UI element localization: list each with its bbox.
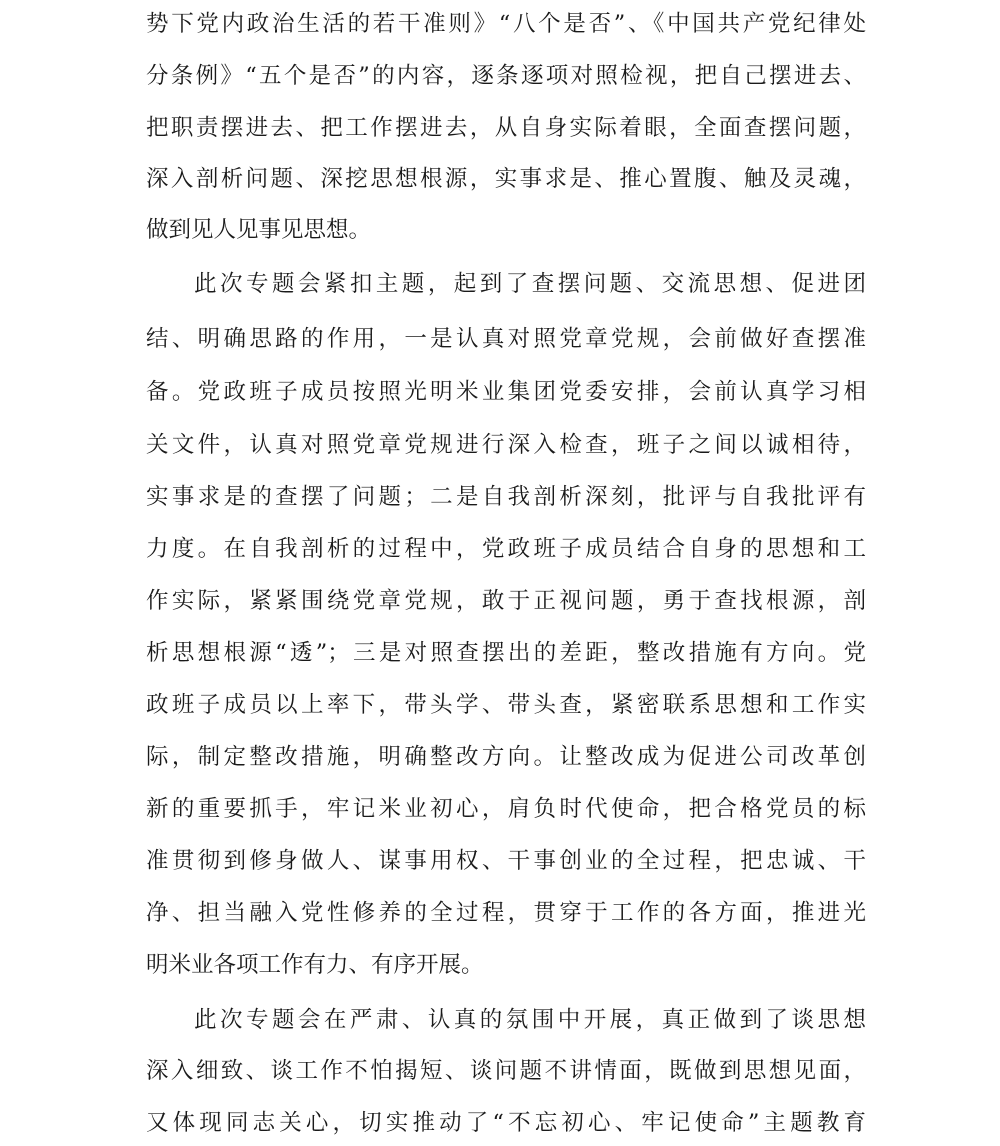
text-line: 势下党内政治生活的若干准则》“八个是否”、《中国共产党纪律处 — [146, 11, 866, 37]
text-line: 结、明确思路的作用，一是认真对照党章党规，会前做好查摆准 — [146, 326, 866, 352]
text-line: 备。党政班子成员按照光明米业集团党委安排，会前认真学习相 — [146, 379, 866, 405]
text-line: 做到见人见事见思想。 — [146, 217, 372, 243]
text-line: 际，制定整改措施，明确整改方向。让整改成为促进公司改革创 — [146, 744, 866, 770]
text-line: 明米业各项工作有力、有序开展。 — [146, 952, 484, 978]
text-line: 准贯彻到修身做人、谋事用权、干事创业的全过程，把忠诚、干 — [146, 848, 866, 874]
text-line: 此次专题会紧扣主题，起到了查摆问题、交流思想、促进团 — [194, 271, 866, 297]
text-line: 深入细致、谈工作不怕揭短、谈问题不讲情面，既做到思想见面， — [146, 1058, 866, 1084]
text-line: 净、担当融入党性修养的全过程，贯穿于工作的各方面，推进光 — [146, 900, 866, 926]
text-line: 新的重要抓手，牢记米业初心，肩负时代使命，把合格党员的标 — [146, 796, 866, 822]
text-line: 实事求是的查摆了问题；二是自我剖析深刻，批评与自我批评有 — [146, 484, 866, 510]
text-line: 析思想根源“透”；三是对照查摆出的差距，整改措施有方向。党 — [146, 640, 866, 666]
text-line: 分条例》“五个是否”的内容，逐条逐项对照检视，把自己摆进去、 — [146, 63, 866, 89]
document-page — [146, 0, 866, 1146]
text-line: 关文件，认真对照党章党规进行深入检查，班子之间以诚相待， — [146, 432, 866, 458]
text-line: 政班子成员以上率下，带头学、带头查，紧密联系思想和工作实 — [146, 692, 866, 718]
text-line: 此次专题会在严肃、认真的氛围中开展，真正做到了谈思想 — [194, 1007, 866, 1033]
text-line: 把职责摆进去、把工作摆进去，从自身实际着眼，全面查摆问题， — [146, 115, 866, 141]
text-line: 力度。在自我剖析的过程中，党政班子成员结合自身的思想和工 — [146, 536, 866, 562]
text-line: 作实际，紧紧围绕党章党规，敢于正视问题，勇于查找根源，剖 — [146, 588, 866, 614]
text-line: 深入剖析问题、深挖思想根源，实事求是、推心置腹、触及灵魂， — [146, 166, 866, 192]
text-line: 又体现同志关心，切实推动了“不忘初心、牢记使命”主题教育 — [146, 1110, 866, 1136]
